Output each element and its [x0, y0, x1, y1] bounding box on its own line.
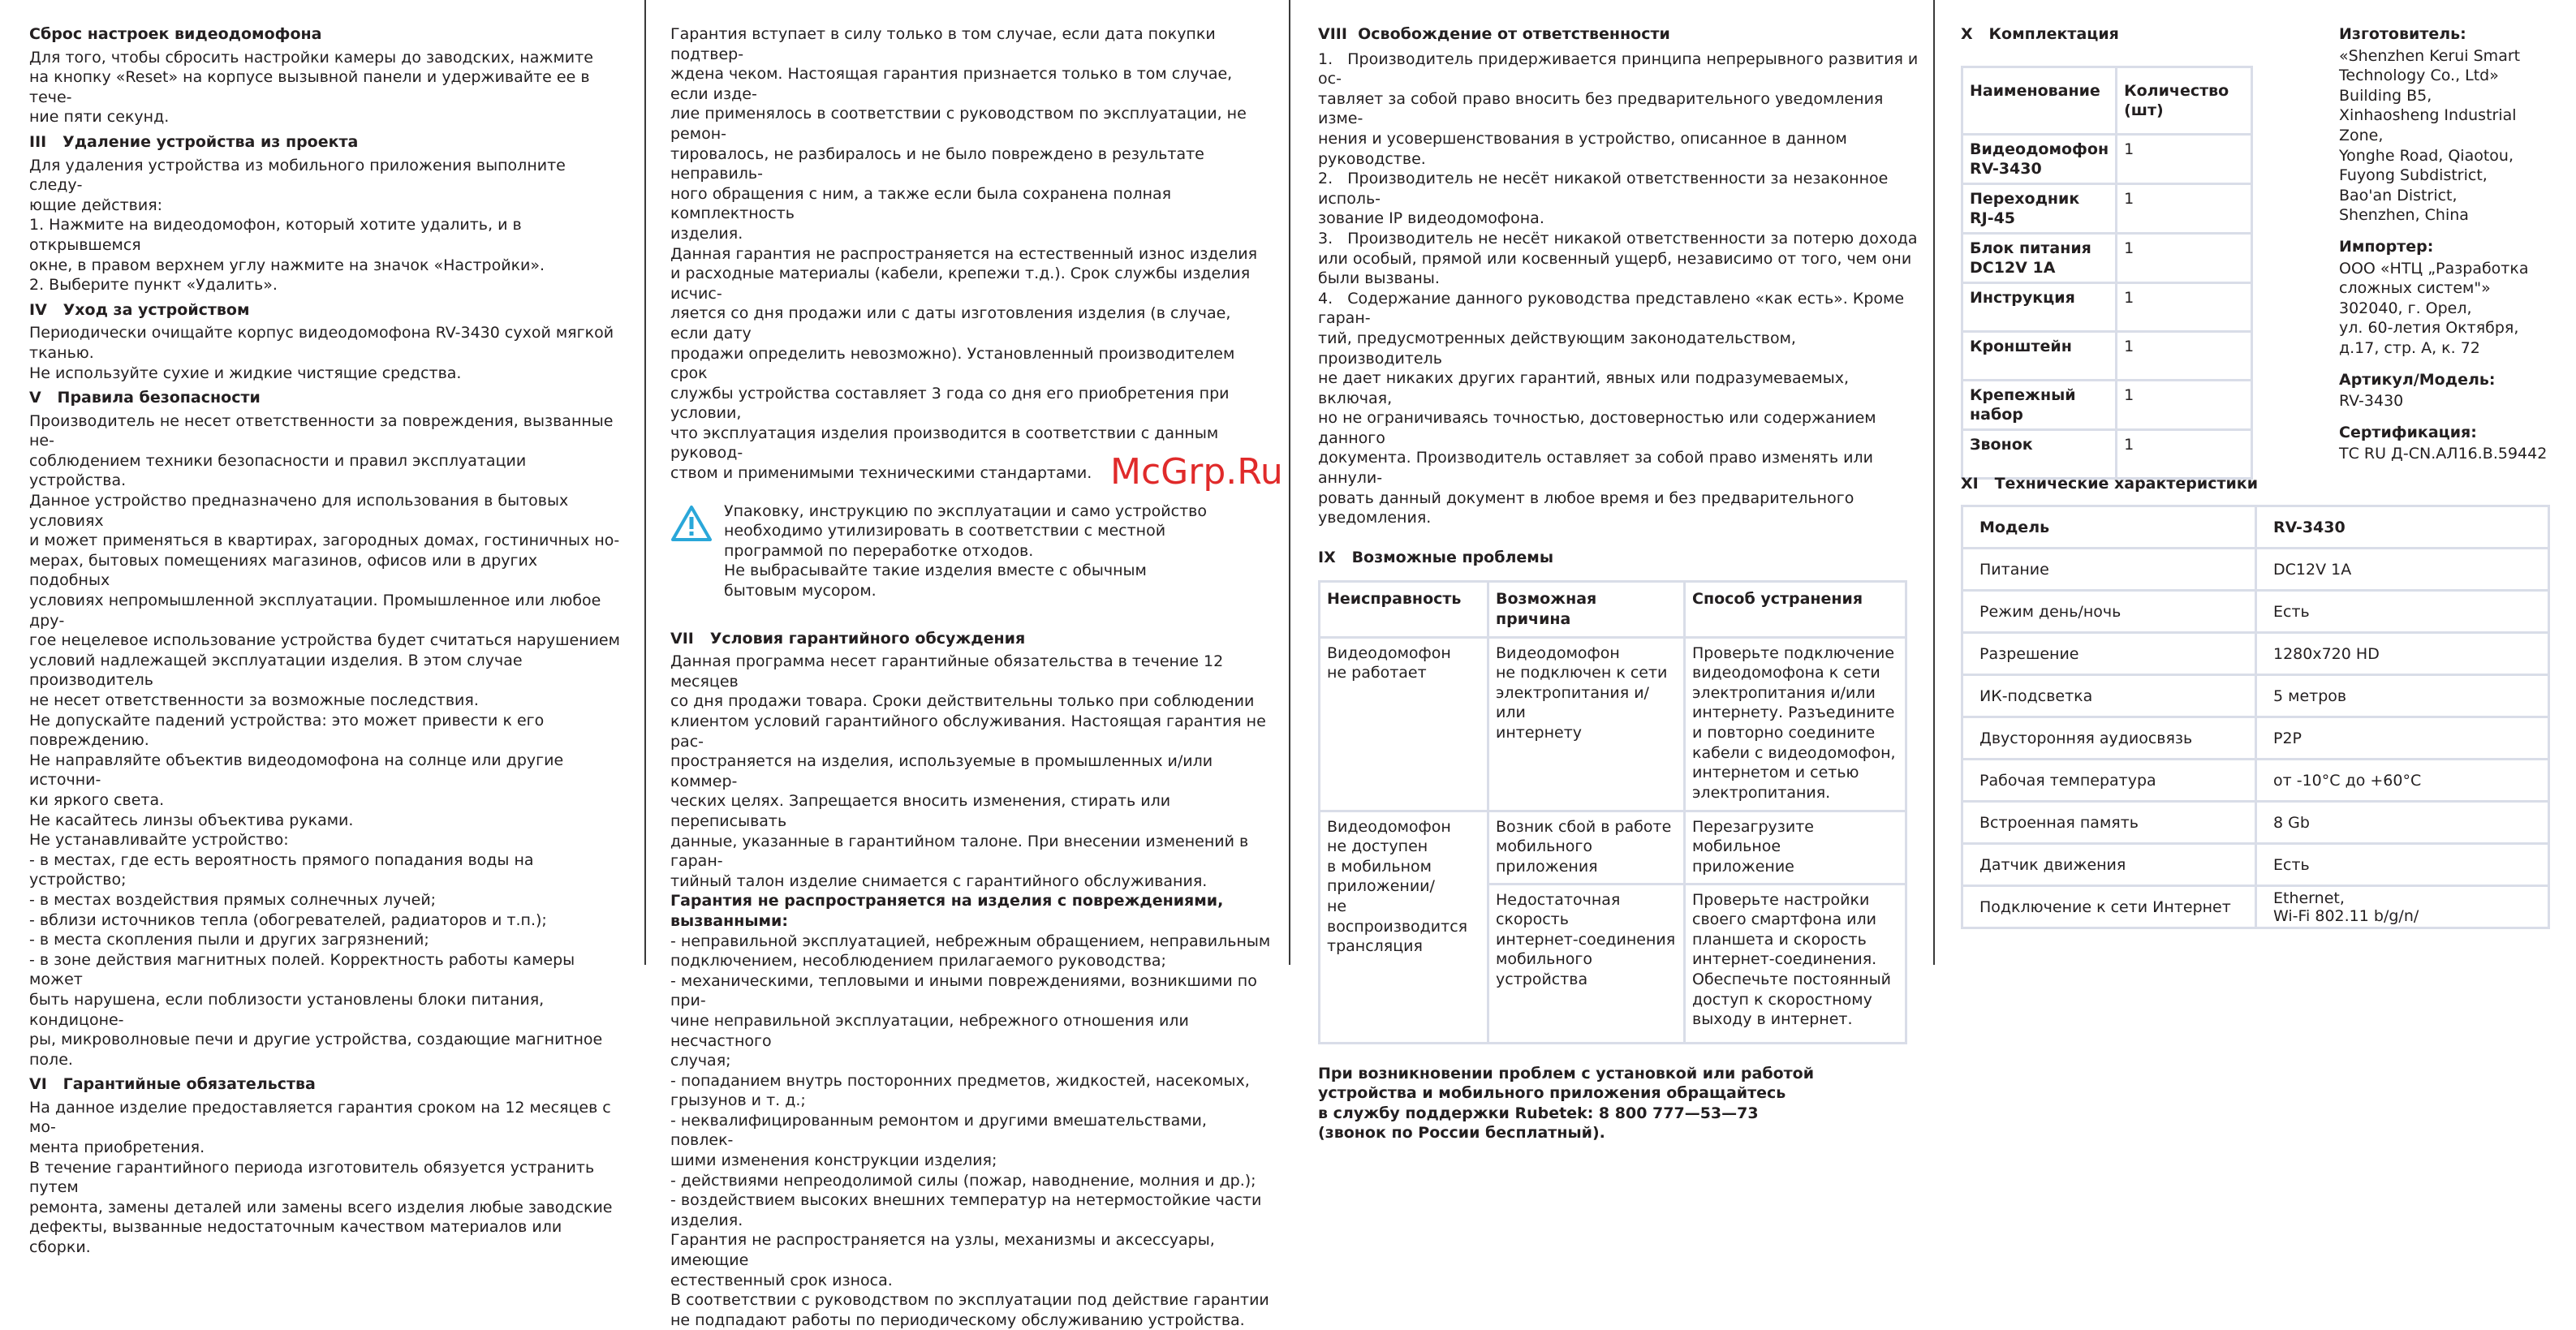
- section-6-title: VI Гарантийные обязательства: [29, 1075, 316, 1094]
- column-header: Количество (шт): [2117, 67, 2252, 134]
- table-row: [1962, 844, 2549, 886]
- fix-cell: Проверьте настройки своего смартфона или планшета и скорость интернет-соединения. Обеспечьте постоянный доступ к скоростному выходу в интернет.: [1685, 884, 1906, 1043]
- manufacturer-label: Изготовитель:: [2339, 25, 2466, 43]
- section-11-title: XI Технические характеристики: [1961, 475, 2259, 493]
- cause-cell: Видеодомофон не подключен к сети электропитания и/или интернету: [1488, 637, 1685, 811]
- kit-table: [1961, 66, 2253, 480]
- spec-value: 1280x720 HD: [2256, 633, 2549, 675]
- section-8-text: 1. Производитель придерживается принципа непрерывного развития и ос- тавляет за собой право вносить без предварительного уведомления изме- нения и усовершенствования в устройство, описанное в данном руководстве. 2. Производитель не несёт никакой ответственности за незаконное исполь- зование IP видеодомофона. 3. Производитель не несёт никакой ответственности за потерю дохода или особый, прямой или косвенный ущерб, независимо от того, чем они были вызваны. 4. Содержание данного руководства представлено «как есть». Кроме гаран- тий, предусмотренных действующим законодательством, производитель не дает никаких других гарантий, явных или подразумеваемых, включая, но не ограничиваясь точностью, достоверностью или содержанием данного документа. Производитель оставляет за собой право изменять или аннули- ровать данный документ в любое время и без предварительного уведомления.: [1318, 49, 1919, 527]
- fault-cell: Видеодомофон не доступен в мобильном приложении/ не воспроизводится трансляция: [1320, 811, 1488, 1043]
- column-header: Наименование: [1962, 67, 2117, 134]
- item-name: Крепежный набор: [1962, 380, 2117, 429]
- importer-value: ООО «НТЦ „Разработка сложных систем"» 302040, г. Орел, ул. 60-летия Октября, д.17, стр. А, к. 72: [2339, 259, 2529, 357]
- specs-table: [1961, 505, 2550, 929]
- table-row: [1962, 183, 2252, 233]
- table-row: [1320, 811, 1906, 884]
- column-header: Возможная причина: [1488, 582, 1685, 637]
- problems-table: [1318, 580, 1907, 1044]
- section-3-text: Для удаления устройства из мобильного приложения выполните следу- ющие действия: 1. Нажмите на видеодомофон, который хотите удалить, и в открывшемся окне, в правом верхнем углу нажмите на значок «Настройки». 2. Выберите пункт «Удалить».: [29, 156, 566, 295]
- spec-key: Датчик движения: [1962, 844, 2256, 886]
- table-row: [1962, 134, 2252, 183]
- table-row: [1962, 717, 2549, 760]
- manufacturer-info: [2339, 24, 2560, 464]
- importer-label: Импортер:: [2339, 237, 2434, 256]
- spec-value: Ethernet, Wi-Fi 802.11 b/g/n/: [2256, 886, 2549, 928]
- item-qty: 1: [2117, 282, 2252, 331]
- warranty-text: Гарантия вступает в силу только в том случае, если дата покупки подтвер- ждена чеком. Настоящая гарантия признается только в том случае, если изде- лие применялось в соответствии с руководством по эксплуатации, не ремон- тировалось, не разбиралось и не было повреждено в результате неправиль- ного обращения с ним, а также если была сохранена полная комплектность изделия. Данная гарантия не распространяется на естественный износ изделия и расходные материалы (кабели, крепежи т.д.). Срок службы изделия исчис- ляется со дня продажи или с даты изготовления изделия (в случае, если дату продажи определить невозможно). Установленный производителем срок службы устройства составляет 3 года со дня его приобретения при условии, что эксплуатация изделия производится в соответствии с данным руковод- ством и применимыми техническими стандартами.: [670, 25, 1258, 483]
- column-4: [1961, 24, 2560, 925]
- support-info: При возникновении проблем с установкой или работой устройства и мобильного приложения обращайтесь в службу поддержки Rubetek: 8 800 777—53—73 (звонок по России бесплатный).: [1318, 1064, 1815, 1143]
- item-qty: 1: [2117, 233, 2252, 282]
- section-9-title: IX Возможные проблемы: [1318, 548, 1554, 566]
- spec-value: DC12V 1A: [2256, 549, 2549, 591]
- item-name: Звонок: [1962, 429, 2117, 478]
- certification-value: ТС RU Д-CN.АЛ16.В.59442: [2339, 445, 2548, 463]
- table-row: [1320, 637, 1906, 811]
- spec-key: Разрешение: [1962, 633, 2256, 675]
- table-row: [1962, 591, 2549, 633]
- spec-value: 5 метров: [2256, 675, 2549, 717]
- section-4-title: IV Уход за устройством: [29, 300, 250, 319]
- table-row: [1962, 282, 2252, 331]
- spec-value: 8 Gb: [2256, 802, 2549, 844]
- spec-key: Подключение к сети Интернет: [1962, 886, 2256, 928]
- table-row: [1962, 675, 2549, 717]
- table-row: [1962, 380, 2252, 429]
- disposal-warning: [670, 501, 1271, 601]
- section-6-text: На данное изделие предоставляется гарантия сроком на 12 месяцев с мо- мента приобретения. В течение гарантийного периода изготовитель обязуется устранить путем ремонта, замены деталей или замены всего изделия любые заводские дефекты, вызванные недостаточным качеством материалов или сборки.: [29, 1098, 613, 1257]
- table-row: [1962, 760, 2549, 802]
- column-3: [1318, 24, 1919, 1143]
- item-qty: 1: [2117, 429, 2252, 478]
- table-row: [1962, 886, 2549, 928]
- spec-key: Питание: [1962, 549, 2256, 591]
- section-7-text: Данная программа несет гарантийные обязательства в течение 12 месяцев со дня продажи товара. Сроки действительны только при соблюдении клиентом условий гарантийного обслуживания. Настоящая гарантия не рас- пространяется на изделия, используемые в промышленных и/или коммер- ческих целях. Запрещается вносить изменения, стирать или переписывать данные, указанные в гарантийном талоне. При внесении изменений в гаран- тийный талон изделие снимается с гарантийного обслуживания. Гарантия не распространяется на изделия с повреждениями, вызванными: - неправильной эксплуатацией, небрежным обращением, неправильным подключением, несоблюдением прилагаемого руководства; - механическими, тепловыми и иными повреждениями, возникшими по при- чине неправильной эксплуатации, небрежного отношения или несчастного случая; - попаданием внутрь посторонних предметов, жидкостей, насекомых, грызунов и т. д.; - неквалифицированным ремонтом и другими вмешательствами, повлек- шими изменения конструкции изделия; - действиями непреодолимой силы (пожар, наводнение, молния и др.); - воздействием высоких внешних температур на нетермостойкие части изделия. Гарантия не распространяется на узлы, механизмы и аксессуары, имеющие естественный срок износа. В соответствии с руководством по эксплуатации под действие гарантии не подпадают работы по периодическому обслуживанию устройства.: [670, 652, 1271, 1329]
- article-value: RV-3430: [2339, 392, 2404, 411]
- spec-value: Есть: [2256, 844, 2549, 886]
- fix-cell: Проверьте подключение видеодомофона к сети электропитания и/или интернету. Разъедините и повторно соедините кабели с видеодомофон, интернетом и сетью электропитания.: [1685, 637, 1906, 811]
- column-header: Способ устранения: [1685, 582, 1906, 637]
- section-7-title: VII Условия гарантийного обсуждения: [670, 629, 1026, 648]
- column-divider: [1289, 0, 1290, 965]
- spec-key: Режим день/ночь: [1962, 591, 2256, 633]
- spec-value: Есть: [2256, 591, 2549, 633]
- section-10-title: X Комплектация: [1961, 25, 2119, 43]
- item-name: Переходник RJ-45: [1962, 183, 2117, 233]
- column-2: [670, 24, 1271, 1330]
- spec-key: Встроенная память: [1962, 802, 2256, 844]
- fault-cell: Видеодомофон не работает: [1320, 637, 1488, 811]
- table-row: [1962, 233, 2252, 282]
- cause-cell: Возник сбой в работе мобильного приложения: [1488, 811, 1685, 884]
- fix-cell: Перезагрузите мобильное приложение: [1685, 811, 1906, 884]
- certification-label: Сертификация:: [2339, 423, 2477, 441]
- item-qty: 1: [2117, 183, 2252, 233]
- item-name: Кронштейн: [1962, 331, 2117, 380]
- warning-triangle-icon: [670, 501, 719, 601]
- spec-key: ИК-подсветка: [1962, 675, 2256, 717]
- item-name: Видеодомофон RV-3430: [1962, 134, 2117, 183]
- table-row: [1962, 633, 2549, 675]
- spec-key: Рабочая температура: [1962, 760, 2256, 802]
- section-5-title: V Правила безопасности: [29, 389, 261, 407]
- section-8-title: VIII Освобождение от ответственности: [1318, 25, 1670, 43]
- table-row: [1962, 506, 2549, 549]
- spec-value: RV-3430: [2256, 506, 2549, 549]
- column-divider: [644, 0, 646, 965]
- column-1: [29, 24, 622, 1258]
- manufacturer-value: «Shenzhen Kerui Smart Technology Co., Ltd» Building B5, Xinhaosheng Industrial Zone, Yonghe Road, Qiaotou, Fuyong Subdistrict, Bao'an District, Shenzhen, China: [2339, 46, 2521, 225]
- watermark: McGrp.Ru: [1110, 451, 1283, 493]
- item-qty: 1: [2117, 380, 2252, 429]
- warning-text: Упаковку, инструкцию по эксплуатации и само устройство необходимо утилизировать в соответствии с местной программой по переработке отходов. Не выбрасывайте такие изделия вместе с обычным бытовым мусором.: [724, 501, 1207, 600]
- reset-title: Сброс настроек видеодомофона: [29, 25, 322, 43]
- spec-value: P2P: [2256, 717, 2549, 760]
- spec-key: Двусторонняя аудиосвязь: [1962, 717, 2256, 760]
- table-row: [1962, 549, 2549, 591]
- article-label: Артикул/Модель:: [2339, 370, 2496, 389]
- section-3-title: III Удаление устройства из проекта: [29, 132, 359, 151]
- table-row: [1962, 802, 2549, 844]
- table-header-row: [1962, 67, 2252, 134]
- item-qty: 1: [2117, 331, 2252, 380]
- column-header: Неисправность: [1320, 582, 1488, 637]
- item-name: Блок питания DC12V 1A: [1962, 233, 2117, 282]
- spec-value: от -10°C до +60°C: [2256, 760, 2549, 802]
- section-5-text: Производитель не несет ответственности за повреждения, вызванные не- соблюдением техники безопасности и правил эксплуатации устройства. Данное устройство предназначено для использования в бытовых условиях и может применяться в квартирах, загородных домах, гостиничных но- мерах, бытовых помещениях магазинов, офисов или в других подобных условиях непромышленной эксплуатации. Промышленное или любое дру- гое нецелевое использование устройства будет считаться нарушением условий надлежащей эксплуатации изделия. В этом случае производитель не несет ответственности за возможные последствия. Не допускайте падений устройства: это может привести к его повреждению. Не направляйте объектив видеодомофона на солнце или другие источни- ки яркого света. Не касайтесь линзы объектива руками. Не устанавливайте устройство: - в местах, где есть вероятность прямого попадания воды на устройство; - в местах воздействия прямых солнечных лучей; - вблизи источников тепла (обогревателей, радиаторов и т.п.); - в места скопления пыли и других загрязнений; - в зоне действия магнитных полей. Корректность работы камеры может быть нарушена, если поблизости установлены блоки питания, кондицоне- ры, микроволновые печи и другие устройства, создающие магнитное поле.: [29, 411, 620, 1069]
- item-qty: 1: [2117, 134, 2252, 183]
- section-4-text: Периодически очищайте корпус видеодомофона RV-3430 сухой мягкой тканью. Не используйте сухие и жидкие чистящие средства.: [29, 324, 614, 382]
- item-name: Инструкция: [1962, 282, 2117, 331]
- cause-cell: Недостаточная скорость интернет-соединения мобильного устройства: [1488, 884, 1685, 1043]
- table-header-row: [1320, 582, 1906, 637]
- table-row: [1962, 429, 2252, 478]
- table-row: [1962, 331, 2252, 380]
- reset-text: Для того, чтобы сбросить настройки камеры до заводских, нажмите на кнопку «Reset» на корпусе вызывной панели и удерживайте ее в тече- ние пяти секунд.: [29, 48, 593, 127]
- spec-key: Модель: [1962, 506, 2256, 549]
- column-divider: [1933, 0, 1935, 965]
